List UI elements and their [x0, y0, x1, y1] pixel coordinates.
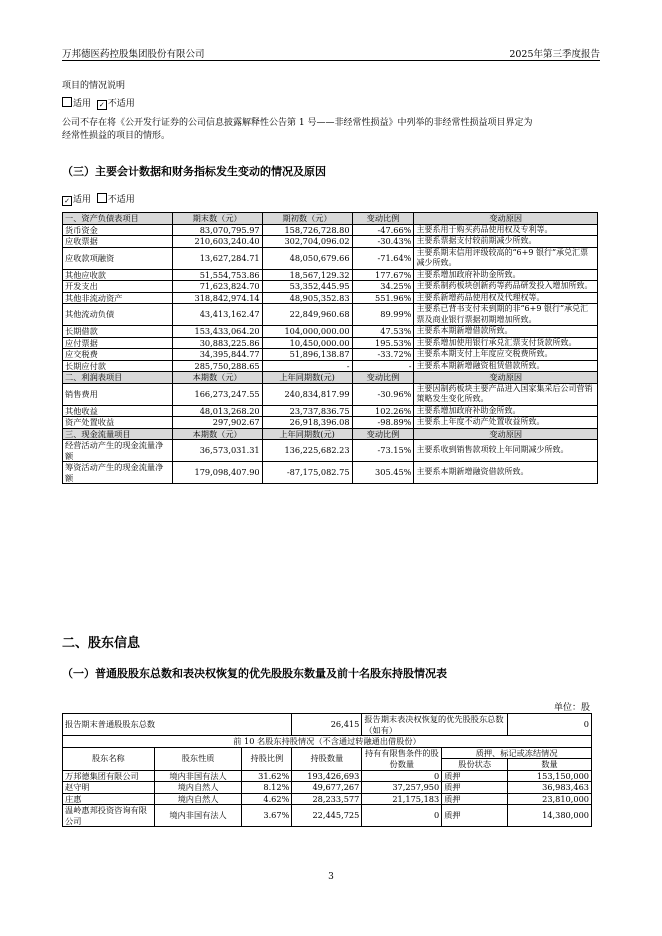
item-name: 其他流动负债 — [63, 304, 173, 326]
table-row — [63, 462, 598, 484]
item-name: 资产处置收益 — [63, 417, 173, 429]
change-ratio: -30.96% — [352, 383, 414, 405]
intro-options — [62, 97, 135, 111]
change-ratio: -98.89% — [352, 417, 414, 429]
prior-value: 136,225,682.23 — [262, 440, 352, 462]
balance-header-cell: 期末数（元） — [172, 213, 262, 225]
balance-header-cell: 期初数（元） — [262, 213, 352, 225]
change-ratio: 47.53% — [352, 326, 414, 338]
current-value: 285,750,288.65 — [172, 360, 262, 372]
change-reason: 主要系新增药品使用权及代理权等。 — [414, 292, 598, 304]
change-ratio: -71.64% — [352, 247, 414, 269]
income-header-cell: 本期数（元） — [172, 372, 262, 384]
shareholder-nature: 境内自然人 — [154, 782, 242, 794]
pledge-amount: 153,150,000 — [508, 770, 592, 782]
table-row — [63, 360, 598, 372]
table-row — [63, 349, 598, 361]
unit-label: 单位：股 — [553, 703, 590, 713]
header-company: 万邦德医药控股集团股份有限公司 — [62, 49, 205, 60]
pledge-status: 质押 — [442, 782, 508, 794]
change-reason: 主要系制药板块创新药等药品研发投入增加所致。 — [414, 281, 598, 293]
checkbox-empty-icon — [97, 193, 107, 203]
change-reason: 主要系已背书支付未到期的非“6+9 银行”承兑汇票及商业银行票据初期增加所致。 — [414, 304, 598, 326]
current-value: 30,883,225.86 — [172, 337, 262, 349]
table-row — [63, 417, 598, 429]
item-name: 应收票据 — [63, 236, 173, 248]
balance-header-cell: 变动比例 — [352, 213, 414, 225]
section-3-options — [62, 193, 135, 207]
current-value: 166,273,247.55 — [172, 383, 262, 405]
item-name: 货币资金 — [63, 224, 173, 236]
col-pledge: 质押、标记或冻结情况 — [442, 747, 592, 759]
total-value: 26,415 — [292, 714, 362, 736]
intro-para-2: 经常性损益的项目的情形。 — [62, 131, 171, 141]
shareholder-name: 赵守明 — [63, 782, 155, 794]
col-qty: 持股数量 — [292, 747, 362, 770]
checkbox-checked-icon: ✓ — [97, 100, 107, 110]
change-ratio: -33.72% — [352, 349, 414, 361]
page-number: 3 — [328, 872, 334, 882]
table-row — [63, 236, 598, 248]
shareholder-nature: 境内自然人 — [154, 793, 242, 805]
restricted-qty: 21,175,183 — [362, 793, 442, 805]
change-reason: 主要系本期新增融资借款所致。 — [414, 462, 598, 484]
current-value: 210,603,240.40 — [172, 236, 262, 248]
restricted-qty: 37,257,950 — [362, 782, 442, 794]
pref-value: 0 — [508, 714, 592, 736]
shareholder-name: 温岭惠邦投资咨询有限公司 — [63, 805, 155, 827]
prior-value: 104,000,000.00 — [262, 326, 352, 338]
shareholder-table — [62, 713, 592, 827]
prior-value: 18,567,129.32 — [262, 269, 352, 281]
cashflow-header-row — [63, 428, 598, 440]
col-name: 股东名称 — [63, 747, 155, 770]
balance-header-cell: 变动原因 — [414, 213, 598, 225]
change-reason: 主要系增加政府补助金所致。 — [414, 269, 598, 281]
item-name: 应交税费 — [63, 349, 173, 361]
col-nature: 股东性质 — [154, 747, 242, 770]
current-value: 51,554,753.86 — [172, 269, 262, 281]
prior-value: - — [262, 360, 352, 372]
share-ratio: 3.67% — [242, 805, 292, 827]
share-ratio: 4.62% — [242, 793, 292, 805]
option-applicable: 适用 — [73, 99, 92, 109]
table-row — [63, 269, 598, 281]
current-value: 36,573,031.31 — [172, 440, 262, 462]
change-reason: 主要系票据支付较前期减少所致。 — [414, 236, 598, 248]
table-row — [63, 304, 598, 326]
change-reason: 主要因制药板块主要产品进入国家集采后公司营销策略发生变化所致。 — [414, 383, 598, 405]
share-qty: 49,677,267 — [292, 782, 362, 794]
current-value: 43,413,162.47 — [172, 304, 262, 326]
share-qty: 28,233,577 — [292, 793, 362, 805]
prior-value: -87,175,082.75 — [262, 462, 352, 484]
current-value: 13,627,284.71 — [172, 247, 262, 269]
prior-value: 10,450,000.00 — [262, 337, 352, 349]
pledge-amount: 14,380,000 — [508, 805, 592, 827]
share-qty: 193,426,693 — [292, 770, 362, 782]
balance-header-cell: 一、资产负债表项目 — [63, 213, 173, 225]
pledge-status: 质押 — [442, 770, 508, 782]
table-row — [63, 805, 592, 827]
table-row — [63, 281, 598, 293]
change-reason: 主要系本期支付上年度应交税费所致。 — [414, 349, 598, 361]
prior-value: 22,849,960.68 — [262, 304, 352, 326]
change-ratio: 102.26% — [352, 405, 414, 417]
pledge-status: 质押 — [442, 805, 508, 827]
item-name: 开发支出 — [63, 281, 173, 293]
cashflow-header-cell: 变动原因 — [414, 428, 598, 440]
current-value: 83,070,795.97 — [172, 224, 262, 236]
change-reason: 主要系期末信用评级较高的“6+9 银行”承兑汇票减少所致。 — [414, 247, 598, 269]
change-reason: 主要系本期新增借款所致。 — [414, 326, 598, 338]
pref-label: 报告期末表决权恢复的优先股股东总数（如有） — [362, 714, 508, 736]
income-header-cell: 上年同期数(元) — [262, 372, 352, 384]
prior-value: 302,704,096.02 — [262, 236, 352, 248]
table-row — [63, 326, 598, 338]
share-qty: 22,445,725 — [292, 805, 362, 827]
financial-change-table — [62, 212, 598, 484]
cashflow-header-cell: 上年同期数(元) — [262, 428, 352, 440]
balance-header-row — [63, 213, 598, 225]
option-not-applicable: 不适用 — [107, 195, 135, 205]
current-value: 153,433,064.20 — [172, 326, 262, 338]
item-name: 其他收益 — [63, 405, 173, 417]
shareholder-nature: 境内非国有法人 — [154, 770, 242, 782]
col-status: 股份状态 — [442, 759, 508, 771]
section-3-title: （三）主要会计数据和财务指标发生变动的情况及原因 — [62, 165, 326, 178]
top10-title: 前 10 名股东持股情况（不含通过转融通出借股份） — [63, 736, 592, 748]
share-ratio: 31.62% — [242, 770, 292, 782]
pledge-amount: 36,983,463 — [508, 782, 592, 794]
change-reason: 主要系上年度不动产处置收益所致。 — [414, 417, 598, 429]
prior-value: 48,050,679.66 — [262, 247, 352, 269]
prior-value: 158,726,728.80 — [262, 224, 352, 236]
income-header-cell: 二、利润表项目 — [63, 372, 173, 384]
item-name: 销售费用 — [63, 383, 173, 405]
change-ratio: 177.67% — [352, 269, 414, 281]
restricted-qty: 0 — [362, 805, 442, 827]
page-header — [62, 44, 600, 61]
change-ratio: -47.66% — [352, 224, 414, 236]
restricted-qty: 0 — [362, 770, 442, 782]
pledge-amount: 23,810,000 — [508, 793, 592, 805]
header-report: 2025年第三季度报告 — [509, 49, 600, 60]
item-name: 长期借款 — [63, 326, 173, 338]
table-row — [63, 440, 598, 462]
prior-value: 26,918,396.08 — [262, 417, 352, 429]
income-header-cell: 变动原因 — [414, 372, 598, 384]
table-row — [63, 405, 598, 417]
change-ratio: 195.53% — [352, 337, 414, 349]
section-two-subtitle: （一）普通股股东总数和表决权恢复的优先股股东数量及前十名股东持股情况表 — [62, 667, 447, 680]
item-name: 其他应收款 — [63, 269, 173, 281]
item-name: 应付票据 — [63, 337, 173, 349]
table-row — [63, 793, 592, 805]
shareholder-name: 万邦德集团有限公司 — [63, 770, 155, 782]
change-reason: 主要系用于购买药品使用权及专利等。 — [414, 224, 598, 236]
intro-title: 项目的情况说明 — [62, 81, 126, 91]
change-ratio: -73.15% — [352, 440, 414, 462]
table-row — [63, 383, 598, 405]
shareholder-nature: 境内非国有法人 — [154, 805, 242, 827]
current-value: 48,013,268.20 — [172, 405, 262, 417]
current-value: 71,623,824.70 — [172, 281, 262, 293]
col-restricted: 持有有限售条件的股份数量 — [362, 747, 442, 770]
item-name: 经营活动产生的现金流量净额 — [63, 440, 173, 462]
cashflow-header-cell: 变动比例 — [352, 428, 414, 440]
sh-header-row — [63, 747, 592, 759]
prior-value: 48,905,352.83 — [262, 292, 352, 304]
change-ratio: 551.96% — [352, 292, 414, 304]
current-value: 34,395,844.77 — [172, 349, 262, 361]
change-reason: 主要系增加使用银行承兑汇票支付货款所致。 — [414, 337, 598, 349]
change-ratio: 305.45% — [352, 462, 414, 484]
checkbox-empty-icon — [62, 97, 72, 107]
income-header-row — [63, 372, 598, 384]
table-row — [63, 337, 598, 349]
change-ratio: - — [352, 360, 414, 372]
section-two-title: 二、股东信息 — [62, 636, 141, 651]
pledge-status: 质押 — [442, 793, 508, 805]
item-name: 应收款项融资 — [63, 247, 173, 269]
col-ratio: 持股比例 — [242, 747, 292, 770]
checkbox-checked-icon: ✓ — [62, 196, 72, 206]
change-ratio: 89.99% — [352, 304, 414, 326]
top10-title-row — [63, 736, 592, 748]
table-row — [63, 247, 598, 269]
item-name: 筹资活动产生的现金流量净额 — [63, 462, 173, 484]
change-reason: 主要系本期新增融资租赁借款所致。 — [414, 360, 598, 372]
intro-para-1: 公司不存在将《公开发行证券的公司信息披露解释性公告第 1 号——非经常性损益》中列举的非经常性损益项目界定为 — [62, 118, 533, 128]
total-label: 报告期末普通股股东总数 — [63, 714, 292, 736]
table-row — [63, 770, 592, 782]
option-applicable: 适用 — [73, 195, 92, 205]
option-not-applicable: 不适用 — [107, 99, 135, 109]
total-shareholders-row — [63, 714, 592, 736]
income-header-cell: 变动比例 — [352, 372, 414, 384]
current-value: 179,098,407.90 — [172, 462, 262, 484]
change-reason: 主要系收到销售款项较上年同期减少所致。 — [414, 440, 598, 462]
share-ratio: 8.12% — [242, 782, 292, 794]
change-reason: 主要系增加政府补助金所致。 — [414, 405, 598, 417]
cashflow-header-cell: 本期数（元） — [172, 428, 262, 440]
table-row — [63, 292, 598, 304]
current-value: 318,842,974.14 — [172, 292, 262, 304]
col-amount: 数量 — [508, 759, 592, 771]
change-ratio: -30.43% — [352, 236, 414, 248]
cashflow-header-cell: 三、现金流量项目 — [63, 428, 173, 440]
change-ratio: 34.25% — [352, 281, 414, 293]
prior-value: 23,737,836.75 — [262, 405, 352, 417]
item-name: 其他非流动资产 — [63, 292, 173, 304]
current-value: 297,902.67 — [172, 417, 262, 429]
item-name: 长期应付款 — [63, 360, 173, 372]
table-row — [63, 224, 598, 236]
table-row — [63, 782, 592, 794]
prior-value: 51,896,138.87 — [262, 349, 352, 361]
prior-value: 53,352,445.95 — [262, 281, 352, 293]
shareholder-name: 庄惠 — [63, 793, 155, 805]
prior-value: 240,834,817.99 — [262, 383, 352, 405]
